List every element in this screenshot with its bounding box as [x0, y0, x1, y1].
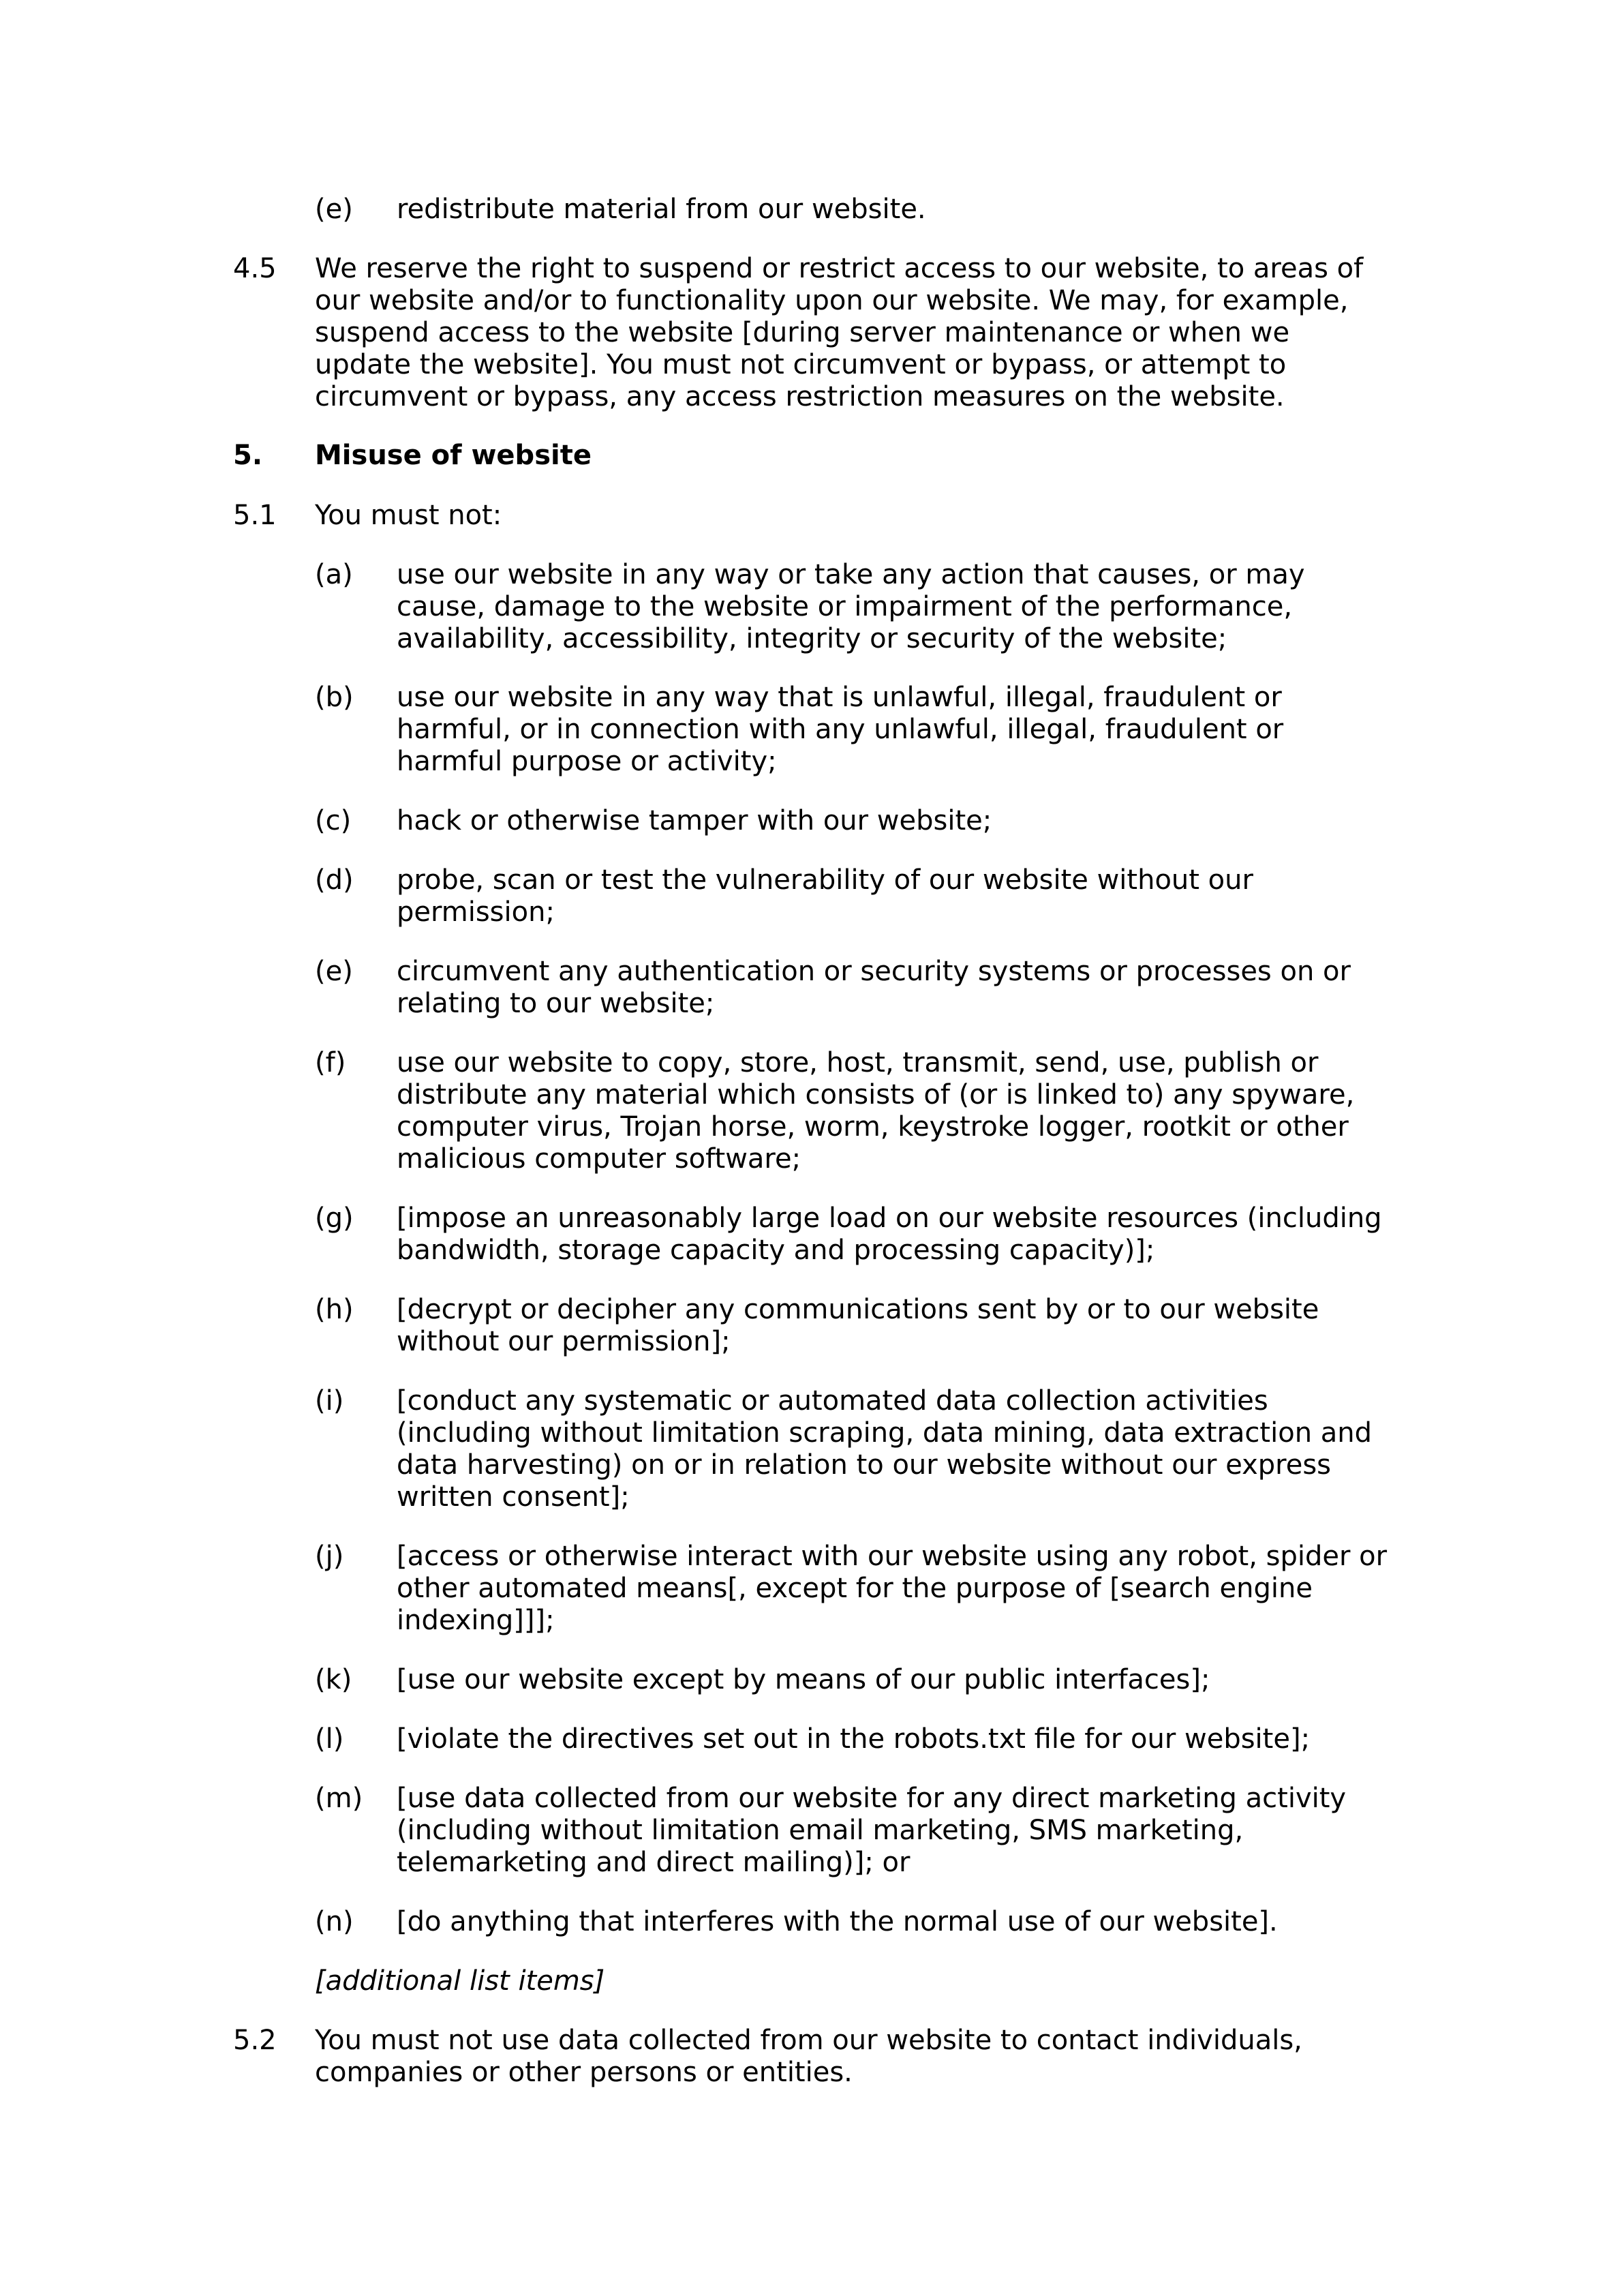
- list-item-text: bandwidth, storage capacity and processing capacity)];: [397, 1235, 1155, 1266]
- list-item-text: malicious computer software;: [397, 1143, 801, 1175]
- clause-text: You must not:: [315, 500, 502, 531]
- list-item-text: telemarketing and direct mailing)]; or: [397, 1847, 911, 1878]
- list-item-text: [access or otherwise interact with our website using any robot, spider or: [397, 1541, 1388, 1572]
- list-item-text: without our permission];: [397, 1326, 731, 1357]
- list-item-label: (k): [315, 1664, 352, 1695]
- list-item-label: (i): [315, 1385, 344, 1417]
- list-item-text: [impose an unreasonably large load on our website resources (including: [397, 1203, 1382, 1234]
- list-item-label: (c): [315, 805, 352, 836]
- list-item-text: indexing]]];: [397, 1605, 555, 1636]
- section-number: 5.: [233, 440, 263, 471]
- list-item-label: (e): [315, 956, 353, 987]
- clause-number: 5.2: [233, 2025, 277, 2056]
- list-item-text: other automated means[, except for the purpose of [search engine: [397, 1573, 1313, 1604]
- additional-items-note: [additional list items]: [315, 1965, 605, 1997]
- list-item-text: data harvesting) on or in relation to our website without our express: [397, 1449, 1332, 1481]
- list-item-label: (j): [315, 1541, 344, 1572]
- clause-text: You must not use data collected from our website to contact individuals,: [315, 2025, 1302, 2056]
- clause-text: companies or other persons or entities.: [315, 2057, 853, 2088]
- list-item-label: (f): [315, 1047, 346, 1078]
- list-item-label: (b): [315, 682, 354, 713]
- list-item-text: written consent];: [397, 1481, 630, 1513]
- clause-number: 4.5: [233, 253, 277, 284]
- clause-text: suspend access to the website [during server maintenance or when we: [315, 317, 1290, 348]
- list-item-text: (including without limitation scraping, data mining, data extraction and: [397, 1417, 1373, 1449]
- list-item-text: hack or otherwise tamper with our website;: [397, 805, 992, 836]
- list-item-text: computer virus, Trojan horse, worm, keystroke logger, rootkit or other: [397, 1111, 1349, 1143]
- list-item-text: use our website in any way or take any action that causes, or may: [397, 559, 1305, 590]
- list-item-text: cause, damage to the website or impairment of the performance,: [397, 591, 1293, 622]
- list-item-text: availability, accessibility, integrity or security of the website;: [397, 623, 1227, 654]
- list-item-text: permission;: [397, 896, 555, 928]
- list-item-text: [use data collected from our website for any direct marketing activity: [397, 1783, 1347, 1814]
- clause-number: 5.1: [233, 500, 277, 531]
- list-item-text: relating to our website;: [397, 988, 715, 1019]
- list-item-text: probe, scan or test the vulnerability of our website without our: [397, 864, 1253, 896]
- list-item-text: redistribute material from our website.: [397, 194, 926, 225]
- list-item-label: (l): [315, 1723, 344, 1755]
- list-item-label: (g): [315, 1203, 354, 1234]
- section-heading: Misuse of website: [315, 440, 592, 471]
- list-item-label: (d): [315, 864, 354, 896]
- list-item-text: [use our website except by means of our public interfaces];: [397, 1664, 1210, 1695]
- list-item-text: [violate the directives set out in the robots.txt file for our website];: [397, 1723, 1311, 1755]
- clause-text: update the website]. You must not circumvent or bypass, or attempt to: [315, 349, 1287, 380]
- list-item-text: use our website in any way that is unlawful, illegal, fraudulent or: [397, 682, 1282, 713]
- list-item-text: harmful purpose or activity;: [397, 746, 777, 777]
- clause-text: our website and/or to functionality upon our website. We may, for example,: [315, 285, 1349, 316]
- list-item-label: (a): [315, 559, 353, 590]
- list-item-label: (n): [315, 1906, 354, 1937]
- list-item-text: circumvent any authentication or security systems or processes on or: [397, 956, 1351, 987]
- list-item-text: use our website to copy, store, host, transmit, send, use, publish or: [397, 1047, 1319, 1078]
- list-item-text: harmful, or in connection with any unlawful, illegal, fraudulent or: [397, 714, 1284, 745]
- clause-text: We reserve the right to suspend or restrict access to our website, to areas of: [315, 253, 1364, 284]
- list-item-label: (m): [315, 1783, 363, 1814]
- list-item-text: [conduct any systematic or automated data collection activities: [397, 1385, 1268, 1417]
- list-item-text: distribute any material which consists of (or is linked to) any spyware,: [397, 1079, 1355, 1111]
- list-item-label: (e): [315, 194, 353, 225]
- clause-text: circumvent or bypass, any access restriction measures on the website.: [315, 381, 1285, 412]
- list-item-text: (including without limitation email marketing, SMS marketing,: [397, 1815, 1244, 1846]
- list-item-text: [do anything that interferes with the normal use of our website].: [397, 1906, 1278, 1937]
- list-item-text: [decrypt or decipher any communications sent by or to our website: [397, 1294, 1319, 1325]
- list-item-label: (h): [315, 1294, 354, 1325]
